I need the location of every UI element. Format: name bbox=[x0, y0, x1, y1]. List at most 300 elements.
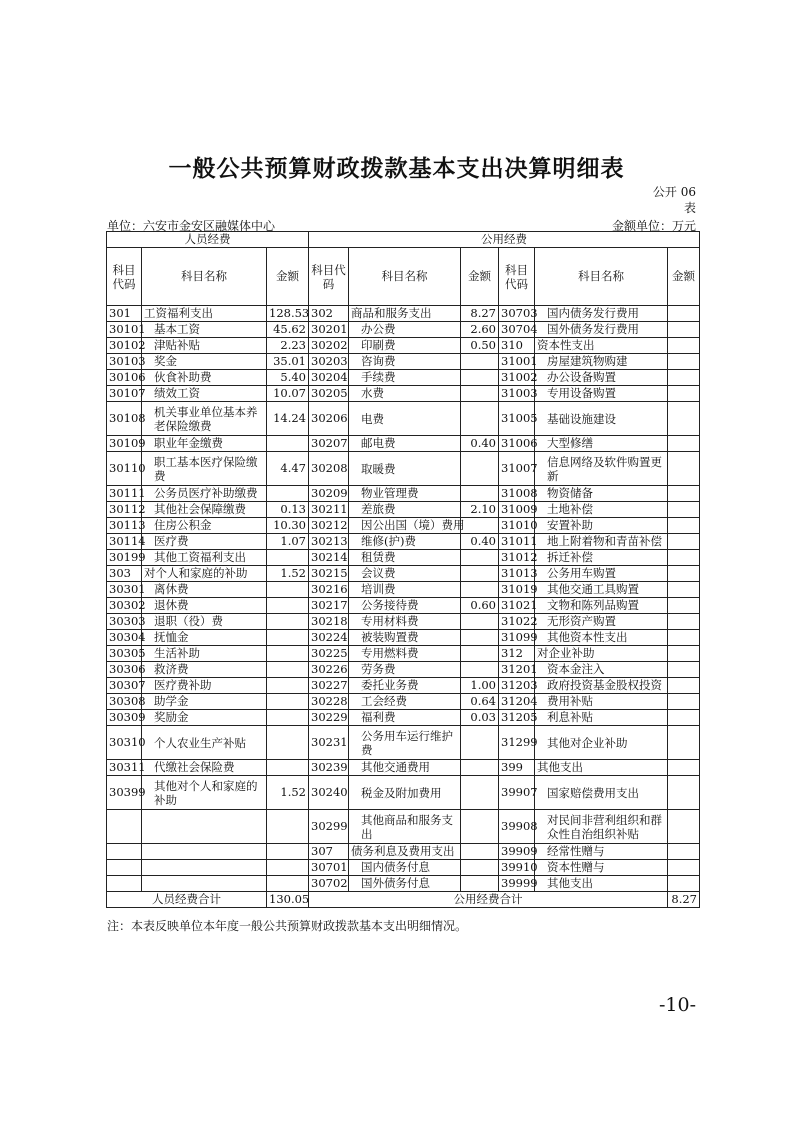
name-cell: 国内债务发行费用 bbox=[535, 306, 668, 322]
amount-cell bbox=[267, 860, 309, 876]
amount-cell: 1.00 bbox=[461, 678, 499, 694]
code-cell: 39999 bbox=[499, 876, 535, 892]
name-cell: 利息补贴 bbox=[535, 710, 668, 726]
name-cell: 因公出国（境）费用 bbox=[349, 518, 461, 534]
name-cell: 拆迁补偿 bbox=[535, 550, 668, 566]
table-row bbox=[107, 710, 700, 726]
name-cell: 债务利息及费用支出 bbox=[349, 844, 461, 860]
code-cell: 30299 bbox=[309, 810, 349, 844]
code-cell: 399 bbox=[499, 760, 535, 776]
code-cell: 31203 bbox=[499, 678, 535, 694]
name-cell: 对民间非营利组织和群众性自治组织补贴 bbox=[535, 810, 668, 844]
amount-cell: 5.40 bbox=[267, 370, 309, 386]
amount-cell: 0.03 bbox=[461, 710, 499, 726]
name-cell: 物业管理费 bbox=[349, 486, 461, 502]
code-cell: 30228 bbox=[309, 694, 349, 710]
code-cell: 31021 bbox=[499, 598, 535, 614]
public-total-label: 公用经费合计 bbox=[309, 892, 668, 908]
name-cell: 无形资产购置 bbox=[535, 614, 668, 630]
code-cell: 30102 bbox=[107, 338, 142, 354]
code-cell: 30307 bbox=[107, 678, 142, 694]
name-cell: 邮电费 bbox=[349, 436, 461, 452]
amount-cell bbox=[668, 630, 700, 646]
amount-cell bbox=[461, 354, 499, 370]
header-amount: 金额 bbox=[668, 248, 700, 306]
code-cell: 30227 bbox=[309, 678, 349, 694]
expenditure-table bbox=[106, 231, 700, 908]
name-cell: 医疗费 bbox=[142, 534, 267, 550]
amount-cell bbox=[267, 486, 309, 502]
amount-cell bbox=[267, 598, 309, 614]
name-cell: 其他支出 bbox=[535, 876, 668, 892]
name-cell: 专用燃料费 bbox=[349, 646, 461, 662]
amount-cell bbox=[461, 760, 499, 776]
public-total-value: 8.27 bbox=[668, 892, 700, 908]
name-cell: 工资福利支出 bbox=[142, 306, 267, 322]
name-cell: 基础设施建设 bbox=[535, 402, 668, 436]
amount-cell: 0.50 bbox=[461, 338, 499, 354]
name-cell: 维修(护)费 bbox=[349, 534, 461, 550]
name-cell: 奖励金 bbox=[142, 710, 267, 726]
code-cell: 31002 bbox=[499, 370, 535, 386]
code-cell: 30214 bbox=[309, 550, 349, 566]
name-cell: 地上附着物和青苗补偿 bbox=[535, 534, 668, 550]
code-cell: 30310 bbox=[107, 726, 142, 760]
name-cell: 商品和服务支出 bbox=[349, 306, 461, 322]
name-cell: 国外债务付息 bbox=[349, 876, 461, 892]
code-cell: 30114 bbox=[107, 534, 142, 550]
table-row bbox=[107, 726, 700, 760]
table-row bbox=[107, 662, 700, 678]
amount-cell bbox=[461, 582, 499, 598]
table-row bbox=[107, 550, 700, 566]
code-cell: 39910 bbox=[499, 860, 535, 876]
code-cell: 30218 bbox=[309, 614, 349, 630]
name-cell: 公务员医疗补助缴费 bbox=[142, 486, 267, 502]
amount-cell: 0.13 bbox=[267, 502, 309, 518]
amount-cell bbox=[668, 452, 700, 486]
header-name: 科目名称 bbox=[142, 248, 267, 306]
name-cell: 离休费 bbox=[142, 582, 267, 598]
group-public: 公用经费 bbox=[309, 232, 700, 248]
amount-cell bbox=[461, 386, 499, 402]
code-cell: 30108 bbox=[107, 402, 142, 436]
name-cell: 大型修缮 bbox=[535, 436, 668, 452]
name-cell: 资本性支出 bbox=[535, 338, 668, 354]
name-cell: 公务接待费 bbox=[349, 598, 461, 614]
code-cell: 31205 bbox=[499, 710, 535, 726]
amount-cell bbox=[461, 876, 499, 892]
header-code-text: 科目 代码 bbox=[112, 262, 136, 291]
name-cell: 职工基本医疗保险缴费 bbox=[142, 452, 267, 486]
code-cell: 30204 bbox=[309, 370, 349, 386]
code-cell: 30703 bbox=[499, 306, 535, 322]
amount-cell bbox=[267, 678, 309, 694]
code-cell: 30107 bbox=[107, 386, 142, 402]
header-name: 科目名称 bbox=[535, 248, 668, 306]
table-row bbox=[107, 306, 700, 322]
code-cell: 30110 bbox=[107, 452, 142, 486]
code-cell: 31007 bbox=[499, 452, 535, 486]
unit-label: 单位：六安市金安区融媒体中心 bbox=[107, 219, 276, 233]
name-cell: 安置补助 bbox=[535, 518, 668, 534]
code-cell: 30109 bbox=[107, 436, 142, 452]
table-row bbox=[107, 614, 700, 630]
table-row bbox=[107, 338, 700, 354]
table-row bbox=[107, 502, 700, 518]
name-cell: 取暖费 bbox=[349, 452, 461, 486]
name-cell: 被装购置费 bbox=[349, 630, 461, 646]
code-cell: 31010 bbox=[499, 518, 535, 534]
amount-cell bbox=[668, 370, 700, 386]
header-code-text: 科目代 码 bbox=[311, 262, 346, 291]
code-cell: 30101 bbox=[107, 322, 142, 338]
name-cell: 劳务费 bbox=[349, 662, 461, 678]
table-row bbox=[107, 402, 700, 436]
name-cell: 个人农业生产补贴 bbox=[142, 726, 267, 760]
amount-cell bbox=[267, 646, 309, 662]
table-row bbox=[107, 694, 700, 710]
code-cell: 31019 bbox=[499, 582, 535, 598]
name-cell bbox=[142, 844, 267, 860]
amount-cell bbox=[668, 876, 700, 892]
amount-cell bbox=[461, 860, 499, 876]
name-cell: 税金及附加费用 bbox=[349, 776, 461, 810]
table-row bbox=[107, 860, 700, 876]
name-cell: 绩效工资 bbox=[142, 386, 267, 402]
table-row bbox=[107, 452, 700, 486]
code-cell: 30303 bbox=[107, 614, 142, 630]
table-row bbox=[107, 630, 700, 646]
code-cell: 30215 bbox=[309, 566, 349, 582]
name-cell: 基本工资 bbox=[142, 322, 267, 338]
code-cell: 31011 bbox=[499, 534, 535, 550]
column-header-row bbox=[107, 248, 700, 306]
amount-cell: 0.40 bbox=[461, 436, 499, 452]
code-cell: 30231 bbox=[309, 726, 349, 760]
amount-cell: 45.62 bbox=[267, 322, 309, 338]
amount-cell bbox=[668, 662, 700, 678]
name-cell: 其他工资福利支出 bbox=[142, 550, 267, 566]
code-cell: 30217 bbox=[309, 598, 349, 614]
amount-cell bbox=[461, 566, 499, 582]
table-code-line2: 表 bbox=[683, 201, 696, 215]
header-code bbox=[309, 248, 349, 306]
name-cell: 资本性赠与 bbox=[535, 860, 668, 876]
amount-cell bbox=[668, 354, 700, 370]
name-cell bbox=[142, 810, 267, 844]
amount-cell: 10.30 bbox=[267, 518, 309, 534]
code-cell: 30301 bbox=[107, 582, 142, 598]
amount-cell bbox=[668, 582, 700, 598]
name-cell: 抚恤金 bbox=[142, 630, 267, 646]
code-cell: 39907 bbox=[499, 776, 535, 810]
code-cell: 312 bbox=[499, 646, 535, 662]
amount-cell bbox=[267, 710, 309, 726]
amount-cell bbox=[668, 694, 700, 710]
group-personnel: 人员经费 bbox=[107, 232, 309, 248]
amount-cell bbox=[668, 550, 700, 566]
amount-cell bbox=[267, 614, 309, 630]
amount-cell bbox=[461, 550, 499, 566]
table-row bbox=[107, 760, 700, 776]
code-cell: 30229 bbox=[309, 710, 349, 726]
name-cell: 其他交通费用 bbox=[349, 760, 461, 776]
code-cell: 30106 bbox=[107, 370, 142, 386]
code-cell: 39908 bbox=[499, 810, 535, 844]
amount-cell bbox=[461, 662, 499, 678]
code-cell: 30203 bbox=[309, 354, 349, 370]
amount-cell bbox=[668, 860, 700, 876]
code-cell: 31204 bbox=[499, 694, 535, 710]
amount-cell bbox=[267, 760, 309, 776]
name-cell: 物资储备 bbox=[535, 486, 668, 502]
table-row bbox=[107, 582, 700, 598]
amount-cell bbox=[668, 810, 700, 844]
code-cell: 31201 bbox=[499, 662, 535, 678]
amount-cell bbox=[267, 550, 309, 566]
name-cell: 其他商品和服务支出 bbox=[349, 810, 461, 844]
name-cell: 国内债务付息 bbox=[349, 860, 461, 876]
name-cell: 差旅费 bbox=[349, 502, 461, 518]
amount-cell bbox=[668, 402, 700, 436]
amount-cell: 1.52 bbox=[267, 566, 309, 582]
code-cell: 30302 bbox=[107, 598, 142, 614]
name-cell: 对企业补助 bbox=[535, 646, 668, 662]
header-amount: 金额 bbox=[267, 248, 309, 306]
code-cell: 30202 bbox=[309, 338, 349, 354]
amount-cell bbox=[668, 386, 700, 402]
code-cell: 30701 bbox=[309, 860, 349, 876]
table-row bbox=[107, 598, 700, 614]
code-cell bbox=[107, 844, 142, 860]
name-cell: 委托业务费 bbox=[349, 678, 461, 694]
name-cell bbox=[142, 876, 267, 892]
name-cell: 印刷费 bbox=[349, 338, 461, 354]
amount-cell bbox=[267, 436, 309, 452]
amount-cell bbox=[461, 810, 499, 844]
code-cell: 307 bbox=[309, 844, 349, 860]
amount-cell bbox=[668, 566, 700, 582]
code-cell: 30206 bbox=[309, 402, 349, 436]
amount-cell bbox=[267, 844, 309, 860]
amount-cell bbox=[668, 614, 700, 630]
amount-cell: 0.40 bbox=[461, 534, 499, 550]
footnote: 注：本表反映单位本年度一般公共预算财政拨款基本支出明细情况。 bbox=[107, 919, 468, 933]
amount-cell: 2.10 bbox=[461, 502, 499, 518]
header-code-text: 科目 代码 bbox=[505, 262, 528, 291]
name-cell: 对个人和家庭的补助 bbox=[142, 566, 267, 582]
name-cell: 助学金 bbox=[142, 694, 267, 710]
name-cell: 退职（役）费 bbox=[142, 614, 267, 630]
code-cell: 30309 bbox=[107, 710, 142, 726]
amount-cell: 1.07 bbox=[267, 534, 309, 550]
code-cell: 31008 bbox=[499, 486, 535, 502]
amount-cell bbox=[461, 844, 499, 860]
header-amount: 金额 bbox=[461, 248, 499, 306]
code-cell: 30213 bbox=[309, 534, 349, 550]
amount-cell bbox=[267, 582, 309, 598]
code-cell: 30216 bbox=[309, 582, 349, 598]
table-code-line1: 公开 06 bbox=[652, 185, 696, 199]
amount-cell: 1.52 bbox=[267, 776, 309, 810]
amount-cell bbox=[461, 518, 499, 534]
code-cell: 30112 bbox=[107, 502, 142, 518]
amount-cell bbox=[668, 598, 700, 614]
amount-cell: 0.60 bbox=[461, 598, 499, 614]
amount-cell: 35.01 bbox=[267, 354, 309, 370]
code-cell: 31013 bbox=[499, 566, 535, 582]
name-cell: 国家赔偿费用支出 bbox=[535, 776, 668, 810]
page-title: 一般公共预算财政拨款基本支出决算明细表 bbox=[168, 156, 625, 182]
code-cell bbox=[107, 876, 142, 892]
code-cell: 301 bbox=[107, 306, 142, 322]
table-row bbox=[107, 776, 700, 810]
code-cell: 30225 bbox=[309, 646, 349, 662]
name-cell: 救济费 bbox=[142, 662, 267, 678]
name-cell: 水费 bbox=[349, 386, 461, 402]
personnel-total-value: 130.05 bbox=[267, 892, 309, 908]
table-row bbox=[107, 322, 700, 338]
name-cell: 退休费 bbox=[142, 598, 267, 614]
amount-cell bbox=[267, 662, 309, 678]
table-row bbox=[107, 646, 700, 662]
table-row bbox=[107, 534, 700, 550]
code-cell: 30111 bbox=[107, 486, 142, 502]
table-row bbox=[107, 810, 700, 844]
code-cell bbox=[107, 860, 142, 876]
code-cell: 30305 bbox=[107, 646, 142, 662]
amount-cell: 2.23 bbox=[267, 338, 309, 354]
code-cell: 39909 bbox=[499, 844, 535, 860]
name-cell: 医疗费补助 bbox=[142, 678, 267, 694]
amount-cell bbox=[267, 630, 309, 646]
code-cell: 30199 bbox=[107, 550, 142, 566]
personnel-total-label: 人员经费合计 bbox=[107, 892, 267, 908]
name-cell: 租赁费 bbox=[349, 550, 461, 566]
name-cell: 其他交通工具购置 bbox=[535, 582, 668, 598]
amount-cell bbox=[461, 776, 499, 810]
code-cell: 30702 bbox=[309, 876, 349, 892]
name-cell: 住房公积金 bbox=[142, 518, 267, 534]
amount-cell bbox=[668, 338, 700, 354]
table-row bbox=[107, 566, 700, 582]
code-cell: 303 bbox=[107, 566, 142, 582]
name-cell: 文物和陈列品购置 bbox=[535, 598, 668, 614]
code-cell: 30226 bbox=[309, 662, 349, 678]
code-cell: 31012 bbox=[499, 550, 535, 566]
amount-cell bbox=[668, 436, 700, 452]
table-row bbox=[107, 844, 700, 860]
amount-cell bbox=[461, 486, 499, 502]
name-cell: 其他资本性支出 bbox=[535, 630, 668, 646]
code-cell: 30399 bbox=[107, 776, 142, 810]
table-row bbox=[107, 370, 700, 386]
amount-cell bbox=[461, 726, 499, 760]
code-cell: 31003 bbox=[499, 386, 535, 402]
code-cell: 30212 bbox=[309, 518, 349, 534]
code-cell: 30306 bbox=[107, 662, 142, 678]
name-cell: 专用材料费 bbox=[349, 614, 461, 630]
name-cell: 办公费 bbox=[349, 322, 461, 338]
amount-cell bbox=[668, 776, 700, 810]
code-cell: 31299 bbox=[499, 726, 535, 760]
group-header-row bbox=[107, 232, 700, 248]
amount-cell bbox=[267, 810, 309, 844]
amount-cell bbox=[267, 726, 309, 760]
name-cell: 政府投资基金股权投资 bbox=[535, 678, 668, 694]
amount-cell bbox=[668, 726, 700, 760]
code-cell: 30209 bbox=[309, 486, 349, 502]
name-cell: 办公设备购置 bbox=[535, 370, 668, 386]
amount-cell bbox=[267, 694, 309, 710]
code-cell: 31006 bbox=[499, 436, 535, 452]
code-cell: 30113 bbox=[107, 518, 142, 534]
page-number: -10- bbox=[658, 994, 696, 1016]
table-row bbox=[107, 876, 700, 892]
amount-cell: 4.47 bbox=[267, 452, 309, 486]
header-name: 科目名称 bbox=[349, 248, 461, 306]
code-cell: 30211 bbox=[309, 502, 349, 518]
amount-cell bbox=[668, 502, 700, 518]
code-cell: 31009 bbox=[499, 502, 535, 518]
header-code bbox=[499, 248, 535, 306]
code-cell: 302 bbox=[309, 306, 349, 322]
amount-cell bbox=[668, 306, 700, 322]
code-cell: 30240 bbox=[309, 776, 349, 810]
name-cell: 其他对企业补助 bbox=[535, 726, 668, 760]
amount-cell: 0.64 bbox=[461, 694, 499, 710]
amount-cell bbox=[668, 486, 700, 502]
code-cell: 30239 bbox=[309, 760, 349, 776]
code-cell: 310 bbox=[499, 338, 535, 354]
table-row bbox=[107, 486, 700, 502]
name-cell: 经常性赠与 bbox=[535, 844, 668, 860]
code-cell: 30308 bbox=[107, 694, 142, 710]
amount-cell: 8.27 bbox=[461, 306, 499, 322]
amount-cell bbox=[461, 614, 499, 630]
name-cell bbox=[142, 860, 267, 876]
name-cell: 机关事业单位基本养老保险缴费 bbox=[142, 402, 267, 436]
code-cell: 31001 bbox=[499, 354, 535, 370]
code-cell: 30208 bbox=[309, 452, 349, 486]
name-cell: 土地补偿 bbox=[535, 502, 668, 518]
amount-cell bbox=[668, 534, 700, 550]
code-cell: 30103 bbox=[107, 354, 142, 370]
amount-cell: 10.07 bbox=[267, 386, 309, 402]
code-cell: 31005 bbox=[499, 402, 535, 436]
amount-cell bbox=[461, 402, 499, 436]
code-cell: 30201 bbox=[309, 322, 349, 338]
name-cell: 伙食补助费 bbox=[142, 370, 267, 386]
amount-cell bbox=[267, 876, 309, 892]
amount-cell: 128.53 bbox=[267, 306, 309, 322]
code-cell: 30311 bbox=[107, 760, 142, 776]
name-cell: 奖金 bbox=[142, 354, 267, 370]
name-cell: 专用设备购置 bbox=[535, 386, 668, 402]
name-cell: 其他对个人和家庭的补助 bbox=[142, 776, 267, 810]
name-cell: 代缴社会保险费 bbox=[142, 760, 267, 776]
amount-cell bbox=[461, 646, 499, 662]
code-cell: 30704 bbox=[499, 322, 535, 338]
code-cell: 31022 bbox=[499, 614, 535, 630]
amount-cell bbox=[668, 322, 700, 338]
name-cell: 培训费 bbox=[349, 582, 461, 598]
code-cell: 30224 bbox=[309, 630, 349, 646]
table-row bbox=[107, 354, 700, 370]
code-cell bbox=[107, 810, 142, 844]
code-cell: 30205 bbox=[309, 386, 349, 402]
